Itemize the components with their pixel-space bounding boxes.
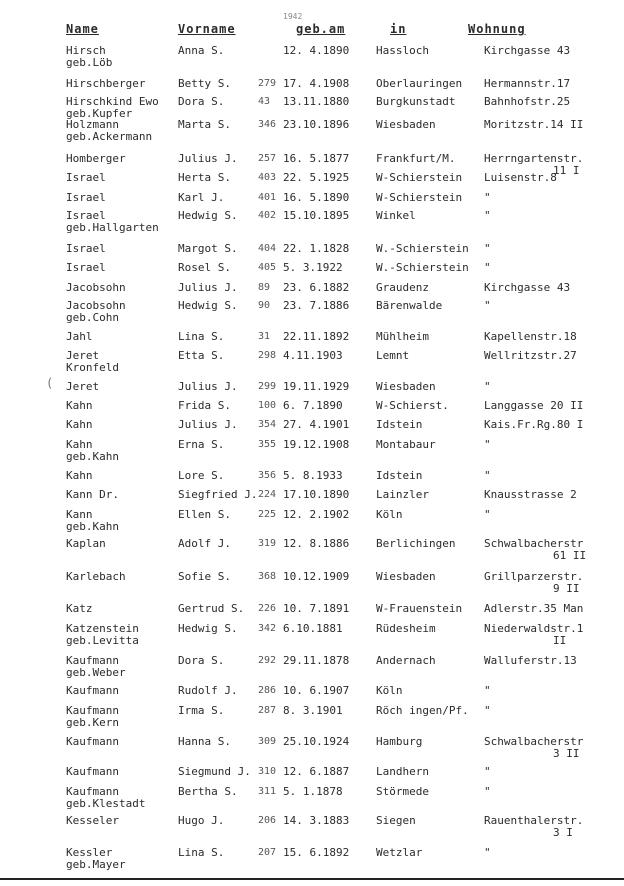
geb-cell: 14. 3.1883 [283, 814, 350, 827]
ort-cell: W.-Schierstein [376, 242, 469, 255]
wohnung-cell: " [484, 785, 491, 798]
name-cell: Kahn [66, 418, 93, 431]
geb-cell: 15. 6.1892 [283, 846, 350, 859]
vorname-cell: Irma S. [178, 704, 225, 717]
wohnung-cell: Niederwaldstr.1 [484, 622, 584, 635]
geb-cell: 19.12.1908 [283, 438, 350, 451]
header-geb-am: geb.am [296, 22, 346, 36]
table-row [0, 654, 624, 679]
register-number: 225 [258, 509, 277, 520]
bottom-rule [0, 878, 624, 880]
ort-cell: Lemnt [376, 349, 410, 362]
table-row [0, 243, 624, 263]
vorname-cell: Erna S. [178, 438, 225, 451]
table-row [0, 299, 624, 324]
ort-cell: Oberlauringen [376, 77, 463, 90]
wohnung-cell: " [484, 191, 491, 204]
ort-cell: Landhern [376, 765, 429, 778]
name-cell: Kaufmann [66, 704, 119, 717]
geb-cell: 17. 4.1908 [283, 77, 350, 90]
ort-cell: W-Schierstein [376, 171, 463, 184]
table-row [0, 846, 624, 871]
register-number: 207 [258, 847, 277, 858]
vorname-cell: Anna S. [178, 44, 225, 57]
geb-cell: 8. 3.1901 [283, 704, 343, 717]
name-cell: Kahn [66, 438, 93, 451]
geb-cell: 6.10.1881 [283, 622, 343, 635]
wohnung-cell: Kirchgasse 43 [484, 281, 571, 294]
ort-cell: W-Frauenstein [376, 602, 463, 615]
register-number: 31 [258, 331, 271, 342]
geb-cell: 29.11.1878 [283, 654, 350, 667]
wohnung-cell: Schwalbacherstr [484, 735, 584, 748]
ort-cell: Graudenz [376, 281, 429, 294]
table-row [0, 622, 624, 647]
register-number: 310 [258, 766, 277, 777]
geb-cell: 4.11.1903 [283, 349, 343, 362]
geb-cell: 5. 1.1878 [283, 785, 343, 798]
ort-cell: W-Schierstein [376, 191, 463, 204]
ort-cell: W-Schierst. [376, 399, 449, 412]
name-cell: Kaplan [66, 537, 106, 550]
ort-cell: Mühlheim [376, 330, 429, 343]
register-number: 206 [258, 815, 277, 826]
header-wohnung: Wohnung [468, 22, 526, 36]
geb-cell: 23. 6.1882 [283, 281, 350, 294]
name-cell: Kahn [66, 399, 93, 412]
vorname-cell: Bertha S. [178, 785, 238, 798]
register-number: 342 [258, 623, 277, 634]
register-number: 90 [258, 300, 271, 311]
wohnung-cell: Hermannstr.17 [484, 77, 571, 90]
name-cell: Kesseler [66, 814, 119, 827]
ort-cell: Hamburg [376, 735, 423, 748]
vorname-cell: Hugo J. [178, 814, 225, 827]
name-cell: Kaufmann [66, 654, 119, 667]
wohnung-subline: 11 I [553, 164, 580, 177]
name-subline: Kronfeld [66, 361, 119, 374]
name-cell: Israel [66, 209, 106, 222]
geb-cell: 10. 7.1891 [283, 602, 350, 615]
wohnung-subline: 61 II [553, 549, 587, 562]
register-number: 346 [258, 119, 277, 130]
table-row [0, 570, 624, 595]
table-row [0, 262, 624, 282]
name-cell: Homberger [66, 152, 126, 165]
wohnung-cell: Langgasse 20 II [484, 399, 584, 412]
name-cell: Hirsch [66, 44, 106, 57]
table-row [0, 172, 624, 192]
name-subline: geb.Klestadt [66, 797, 146, 810]
table-row [0, 152, 624, 177]
vorname-cell: Karl J. [178, 191, 225, 204]
ort-cell: Winkel [376, 209, 416, 222]
name-cell: Jeret [66, 380, 100, 393]
name-cell: Kaufmann [66, 735, 119, 748]
wohnung-subline: II [553, 634, 567, 647]
ort-cell: Röch ingen/Pf. [376, 704, 469, 717]
name-cell: Jahl [66, 330, 93, 343]
wohnung-cell: Kapellenstr.18 [484, 330, 577, 343]
wohnung-cell: Wellritzstr.27 [484, 349, 577, 362]
name-cell: Israel [66, 261, 106, 274]
geb-cell: 19.11.1929 [283, 380, 350, 393]
table-row [0, 766, 624, 786]
vorname-cell: Hanna S. [178, 735, 231, 748]
geb-cell: 16. 5.1890 [283, 191, 350, 204]
wohnung-cell: Walluferstr.13 [484, 654, 577, 667]
wohnung-cell: Bahnhofstr.25 [484, 95, 571, 108]
register-number: 299 [258, 381, 277, 392]
register-number: 401 [258, 192, 277, 203]
name-cell: Kahn [66, 469, 93, 482]
ort-cell: Lainzler [376, 488, 429, 501]
table-row [0, 735, 624, 760]
table-row [0, 118, 624, 143]
register-number: 319 [258, 538, 277, 549]
table-row [0, 508, 624, 533]
register-number: 43 [258, 96, 271, 107]
wohnung-cell: Grillparzerstr. [484, 570, 584, 583]
vorname-cell: Margot S. [178, 242, 238, 255]
name-cell: Hirschberger [66, 77, 146, 90]
geb-cell: 15.10.1895 [283, 209, 350, 222]
name-subline: geb.Löb [66, 56, 113, 69]
name-cell: Kann [66, 508, 93, 521]
vorname-cell: Julius J. [178, 380, 238, 393]
register-number: 226 [258, 603, 277, 614]
geb-cell: 23.10.1896 [283, 118, 350, 131]
vorname-cell: Sofie S. [178, 570, 231, 583]
name-cell: Karlebach [66, 570, 126, 583]
geb-cell: 10. 6.1907 [283, 684, 350, 697]
name-cell: Israel [66, 191, 106, 204]
name-cell: Kaufmann [66, 684, 119, 697]
name-cell: Kaufmann [66, 765, 119, 778]
register-number: 403 [258, 172, 277, 183]
name-subline: geb.Kern [66, 716, 119, 729]
table-row [0, 685, 624, 705]
geb-cell: 22. 5.1925 [283, 171, 350, 184]
vorname-cell: Lina S. [178, 846, 225, 859]
wohnung-cell: Kais.Fr.Rg.80 I [484, 418, 584, 431]
name-cell: Jeret [66, 349, 100, 362]
register-number: 298 [258, 350, 277, 361]
vorname-cell: Gertrud S. [178, 602, 245, 615]
register-number: 309 [258, 736, 277, 747]
wohnung-cell: Kirchgasse 43 [484, 44, 571, 57]
wohnung-cell: Rauenthalerstr. [484, 814, 584, 827]
wohnung-subline: 3 II [553, 747, 580, 760]
ort-cell: Wetzlar [376, 846, 423, 859]
wohnung-cell: " [484, 380, 491, 393]
header-in: in [390, 22, 407, 36]
wohnung-cell: " [484, 469, 491, 482]
ort-cell: Idstein [376, 418, 423, 431]
header-name: Name [66, 22, 99, 36]
wohnung-cell: Knausstrasse 2 [484, 488, 577, 501]
register-number: 257 [258, 153, 277, 164]
wohnung-cell: " [484, 684, 491, 697]
geb-cell: 17.10.1890 [283, 488, 350, 501]
vorname-cell: Frida S. [178, 399, 231, 412]
register-number: 402 [258, 210, 277, 221]
vorname-cell: Dora S. [178, 95, 225, 108]
wohnung-cell: " [484, 704, 491, 717]
vorname-cell: Marta S. [178, 118, 231, 131]
name-subline: geb.Hallgarten [66, 221, 159, 234]
name-cell: Katzenstein [66, 622, 139, 635]
register-number: 292 [258, 655, 277, 666]
name-subline: geb.Levitta [66, 634, 139, 647]
vorname-cell: Hedwig S. [178, 209, 238, 222]
table-row [0, 349, 624, 374]
geb-cell: 5. 3.1922 [283, 261, 343, 274]
ort-cell: Wiesbaden [376, 118, 436, 131]
geb-cell: 10.12.1909 [283, 570, 350, 583]
ort-cell: Andernach [376, 654, 436, 667]
table-row [0, 438, 624, 463]
vorname-cell: Siegfried J. [178, 488, 258, 501]
table-row [0, 785, 624, 810]
geb-cell: 25.10.1924 [283, 735, 350, 748]
register-number: 287 [258, 705, 277, 716]
vorname-cell: Julius J. [178, 281, 238, 294]
table-row [0, 95, 624, 120]
date-stamp: 1942 [283, 12, 303, 21]
wohnung-cell: Adlerstr.35 Man [484, 602, 584, 615]
register-number: 224 [258, 489, 277, 500]
register-number: 279 [258, 78, 277, 89]
geb-cell: 12. 8.1886 [283, 537, 350, 550]
table-row [0, 381, 624, 401]
ort-cell: Montabaur [376, 438, 436, 451]
ort-cell: Idstein [376, 469, 423, 482]
vorname-cell: Rudolf J. [178, 684, 238, 697]
vorname-cell: Lore S. [178, 469, 225, 482]
vorname-cell: Rosel S. [178, 261, 231, 274]
wohnung-cell: " [484, 846, 491, 859]
register-number: 368 [258, 571, 277, 582]
ort-cell: Rüdesheim [376, 622, 436, 635]
name-subline: geb.Kahn [66, 450, 119, 463]
table-row [0, 419, 624, 439]
name-cell: Jacobsohn [66, 281, 126, 294]
register-number: 311 [258, 786, 277, 797]
table-row [0, 331, 624, 351]
register-number: 405 [258, 262, 277, 273]
vorname-cell: Herta S. [178, 171, 231, 184]
ort-cell: Wiesbaden [376, 380, 436, 393]
geb-cell: 16. 5.1877 [283, 152, 350, 165]
wohnung-cell: " [484, 242, 491, 255]
vorname-cell: Hedwig S. [178, 622, 238, 635]
ort-cell: Siegen [376, 814, 416, 827]
wohnung-cell: " [484, 261, 491, 274]
name-subline: geb.Weber [66, 666, 126, 679]
ort-cell: Köln [376, 684, 403, 697]
ort-cell: W.-Schierstein [376, 261, 469, 274]
wohnung-cell: Schwalbacherstr [484, 537, 584, 550]
table-row [0, 44, 624, 69]
geb-cell: 12. 6.1887 [283, 765, 350, 778]
ort-cell: Bärenwalde [376, 299, 443, 312]
margin-mark: ( [46, 376, 54, 390]
wohnung-cell: " [484, 299, 491, 312]
register-number: 354 [258, 419, 277, 430]
vorname-cell: Julius J. [178, 152, 238, 165]
table-row [0, 489, 624, 509]
name-subline: geb.Cohn [66, 311, 119, 324]
ort-cell: Wiesbaden [376, 570, 436, 583]
name-cell: Kann Dr. [66, 488, 119, 501]
wohnung-subline: 9 II [553, 582, 580, 595]
ort-cell: Störmede [376, 785, 429, 798]
table-row [0, 814, 624, 839]
vorname-cell: Hedwig S. [178, 299, 238, 312]
geb-cell: 6. 7.1890 [283, 399, 343, 412]
name-cell: Israel [66, 171, 106, 184]
name-cell: Holzmann [66, 118, 119, 131]
name-cell: Kessler [66, 846, 113, 859]
name-subline: geb.Mayer [66, 858, 126, 871]
vorname-cell: Julius J. [178, 418, 238, 431]
name-subline: geb.Ackermann [66, 130, 153, 143]
name-cell: Kaufmann [66, 785, 119, 798]
wohnung-subline: 3 I [553, 826, 573, 839]
wohnung-cell: " [484, 438, 491, 451]
table-row [0, 209, 624, 234]
geb-cell: 5. 8.1933 [283, 469, 343, 482]
register-number: 89 [258, 282, 271, 293]
name-cell: Hirschkind Ewo [66, 95, 159, 108]
name-cell: Jacobsohn [66, 299, 126, 312]
vorname-cell: Dora S. [178, 654, 225, 667]
wohnung-cell: " [484, 765, 491, 778]
wohnung-cell: Luisenstr.8 [484, 171, 557, 184]
table-row [0, 400, 624, 420]
name-subline: geb.Kupfer [66, 107, 133, 120]
geb-cell: 23. 7.1886 [283, 299, 350, 312]
vorname-cell: Etta S. [178, 349, 225, 362]
vorname-cell: Betty S. [178, 77, 231, 90]
table-row [0, 603, 624, 623]
geb-cell: 12. 4.1890 [283, 44, 350, 57]
geb-cell: 22.11.1892 [283, 330, 350, 343]
register-number: 356 [258, 470, 277, 481]
ort-cell: Hassloch [376, 44, 429, 57]
wohnung-cell: " [484, 209, 491, 222]
wohnung-cell: Moritzstr.14 II [484, 118, 584, 131]
register-number: 100 [258, 400, 277, 411]
vorname-cell: Ellen S. [178, 508, 231, 521]
header-vorname: Vorname [178, 22, 236, 36]
vorname-cell: Siegmund J. [178, 765, 251, 778]
table-row [0, 537, 624, 562]
vorname-cell: Adolf J. [178, 537, 231, 550]
wohnung-cell: Herrngartenstr. [484, 152, 584, 165]
ort-cell: Köln [376, 508, 403, 521]
ort-cell: Burgkunstadt [376, 95, 456, 108]
register-number: 404 [258, 243, 277, 254]
table-row [0, 704, 624, 729]
vorname-cell: Lina S. [178, 330, 225, 343]
geb-cell: 27. 4.1901 [283, 418, 350, 431]
register-number: 355 [258, 439, 277, 450]
geb-cell: 13.11.1880 [283, 95, 350, 108]
name-cell: Israel [66, 242, 106, 255]
register-number: 286 [258, 685, 277, 696]
geb-cell: 12. 2.1902 [283, 508, 350, 521]
name-subline: geb.Kahn [66, 520, 119, 533]
name-cell: Katz [66, 602, 93, 615]
wohnung-cell: " [484, 508, 491, 521]
ort-cell: Frankfurt/M. [376, 152, 456, 165]
table-row [0, 470, 624, 490]
ort-cell: Berlichingen [376, 537, 456, 550]
geb-cell: 22. 1.1828 [283, 242, 350, 255]
